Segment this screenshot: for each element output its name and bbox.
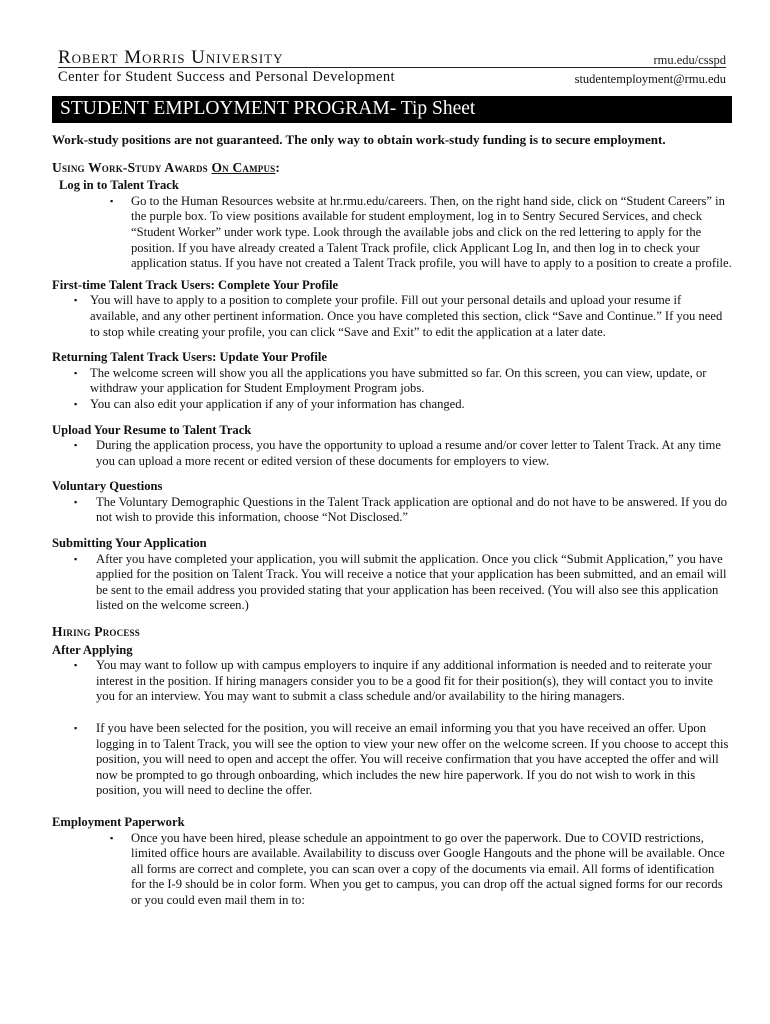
section-heading-suffix: : xyxy=(275,159,281,175)
title-bar xyxy=(52,96,732,123)
list-item xyxy=(52,831,732,909)
subheading-paperwork: Employment Paperwork xyxy=(52,814,185,829)
list-item xyxy=(52,721,732,799)
bullet-icon: ▪ xyxy=(74,723,78,733)
after-applying-bullets xyxy=(52,658,732,799)
voluntary-bullets xyxy=(52,495,732,526)
university-name: Robert Morris University xyxy=(58,47,284,68)
list-item-text: During the application process, you have the opportunity to upload a resume and/or cover letter to Talent Track. At any time you can upload a more recent or edited version of these documents for employers to view. xyxy=(96,438,721,468)
subheading-first-time: First-time Talent Track Users: Complete Your Profile xyxy=(52,277,339,292)
subheading-after-applying: After Applying xyxy=(52,642,133,657)
subheading-voluntary: Voluntary Questions xyxy=(52,479,163,494)
list-item xyxy=(52,194,732,272)
bullet-icon: ▪ xyxy=(74,295,78,306)
subheading-upload: Upload Your Resume to Talent Track xyxy=(52,422,252,437)
section-heading-hiring: Hiring Process xyxy=(52,624,140,640)
bullet-icon: ▪ xyxy=(74,367,78,378)
list-item-text: You will have to apply to a position to complete your profile. Fill out your personal details and upload your resume if available, and any other pertinent information. Once you have completed this section, click “Save and Continue.” If you need to stop while creating your profile, you can click “Save and Exit” to edit the application at a later date. xyxy=(90,293,723,339)
bullet-icon: ▪ xyxy=(74,496,78,507)
list-item xyxy=(52,495,732,526)
header-divider xyxy=(58,67,726,68)
document-body xyxy=(52,132,732,909)
subheading-login: Log in to Talent Track xyxy=(59,178,179,193)
list-item xyxy=(52,438,732,469)
list-item-text: You can also edit your application if any of your information has changed. xyxy=(90,396,465,411)
submitting-bullets xyxy=(52,552,732,614)
paperwork-bullets xyxy=(52,831,732,909)
intro-notice: Work-study positions are not guaranteed. The only way to obtain work-study funding is to secure employment. xyxy=(52,132,666,147)
section-heading-underlined: On Campus xyxy=(211,159,276,175)
list-item-text: The welcome screen will show you all the applications you have submitted so far. On this screen, you can view, update, or withdraw your application for Student Employment Program jobs. xyxy=(90,365,707,396)
subheading-submitting: Submitting Your Application xyxy=(52,536,207,551)
list-item-text: If you have been selected for the position, you will receive an email informing you that you have received an offer. Upon logging in to Talent Track, you will see the option to view your new offer on the welcome screen. If you choose to accept this position, you will need to open and accept the offer. You will receive confirmation that you have accepted the offer and will now be prompted to go through onboarding, which includes the new hire paperwork. If you do not wish to work in this position, you will need to decline the offer. xyxy=(96,721,729,798)
list-item-text: The Voluntary Demographic Questions in the Talent Track application are optional and do not have to be answered. If you do not wish to provide this information, choose “Not Disclosed.” xyxy=(96,494,728,525)
section-heading-on-campus xyxy=(52,160,732,176)
section-heading-prefix: Using Work-Study Awards xyxy=(52,159,212,175)
bullet-icon: ▪ xyxy=(74,398,78,409)
bullet-icon: ▪ xyxy=(74,553,78,564)
bullet-icon: ▪ xyxy=(74,660,78,671)
subheading-returning: Returning Talent Track Users: Update Your Profile xyxy=(52,350,327,365)
list-item xyxy=(52,552,732,614)
website-url[interactable]: rmu.edu/csspd xyxy=(653,53,726,67)
login-bullets xyxy=(52,194,732,272)
list-item xyxy=(52,366,732,397)
upload-bullets xyxy=(52,438,732,469)
first-time-bullets xyxy=(52,293,732,340)
page-title: STUDENT EMPLOYMENT PROGRAM- Tip Sheet xyxy=(60,98,476,119)
list-item-text: You may want to follow up with campus employers to inquire if any additional information is needed and to reiterate your interest in the position. If hiring managers consider you to be a good fit for their position(s), they will contact you to invite you for an interview. You may want to submit a class schedule and/or availability to the hiring managers. xyxy=(96,658,713,704)
contact-email[interactable]: studentemployment@rmu.edu xyxy=(574,72,726,86)
center-name: Center for Student Success and Personal Development xyxy=(58,69,395,85)
list-item xyxy=(52,658,732,705)
list-item-text: Go to the Human Resources website at hr.rmu.edu/careers. Then, on the right hand side, click on “Student Careers” in the purple box. To view positions available for student employment, log in to Sentry Secured Services, and check “Student Worker” under work type. Look through the available jobs and click on the red lettering to apply for the position. If you have already created a Talent Track profile, click Applicant Log In, and then log in to check your application status. If you have not created a Talent Track profile, you will have to apply to a position to create a profile. xyxy=(131,193,732,271)
returning-bullets xyxy=(52,366,732,413)
bullet-icon: ▪ xyxy=(110,832,114,843)
list-item-text: Once you have been hired, please schedule an appointment to go over the paperwork. Due to COVID restrictions, limited office hours are available. Availability to discuss over Google Hangouts and the phone will be available. Once all forms are correct and complete, you can scan over a copy of the documents via email. All forms of identification for the I-9 should be in color form. When you get to campus, you can drop off the actual signed forms for our records or you could even mail them in to: xyxy=(131,830,725,907)
bullet-icon: ▪ xyxy=(110,195,114,206)
list-item-text: After you have completed your application, you will submit the application. Once you click “Submit Application,” you have applied for the position on Talent Track. You will receive a notice that your application has been submitted, and an email will be sent to the email address you provided stating that your application has been received. (You will also see this application listed on the welcome screen.) xyxy=(96,551,727,613)
bullet-icon: ▪ xyxy=(74,440,78,451)
list-item xyxy=(52,397,732,413)
list-item xyxy=(52,293,732,340)
